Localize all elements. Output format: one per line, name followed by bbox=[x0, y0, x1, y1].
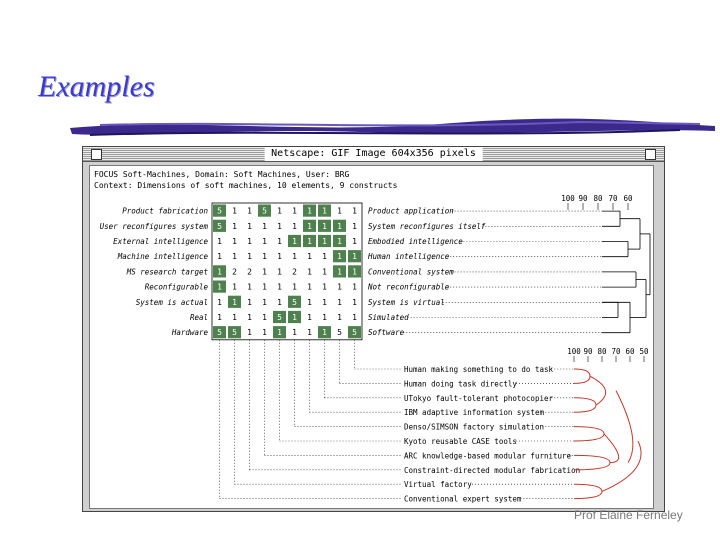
grid-cell-value: 1 bbox=[322, 297, 327, 307]
grid-cell-value: 1 bbox=[277, 237, 282, 246]
grid-cell-value: 1 bbox=[307, 313, 312, 322]
construct-scale-tick: 90 bbox=[578, 194, 588, 203]
grid-cell-value: 5 bbox=[217, 221, 222, 231]
left-pole-label: Reconfigurable bbox=[144, 282, 208, 292]
element-label: UTokyo fault-tolerant photocopier bbox=[404, 393, 554, 403]
grid-cell-value: 1 bbox=[292, 237, 297, 246]
right-pole-label: System is virtual bbox=[368, 297, 445, 307]
grid-cell-value: 1 bbox=[277, 328, 282, 338]
right-pole-label: Embodied intelligence bbox=[368, 237, 463, 246]
right-pole-label: Product application bbox=[368, 206, 454, 216]
grid-cell-value: 1 bbox=[337, 313, 342, 322]
grid-cell-value: 1 bbox=[262, 282, 267, 292]
grid-cell-value: 1 bbox=[232, 237, 237, 246]
grid-cell-value: 1 bbox=[247, 282, 252, 292]
grid-cell-value: 1 bbox=[247, 313, 252, 322]
construct-scale-tick: 80 bbox=[593, 194, 603, 203]
left-pole-label: Product fabrication bbox=[122, 206, 208, 216]
grid-cell-value: 1 bbox=[232, 252, 237, 262]
grid-cell-value: 1 bbox=[292, 252, 297, 262]
grid-cell-value: 1 bbox=[292, 328, 297, 338]
grid-cell-value: 1 bbox=[262, 297, 267, 307]
element-label: Virtual factory bbox=[404, 480, 472, 490]
grid-header-line: FOCUS Soft-Machines, Domain: Soft Machines, User: BRG bbox=[94, 170, 350, 179]
grid-cell-value: 1 bbox=[217, 282, 222, 292]
grid-cell-value: 1 bbox=[352, 297, 357, 307]
grid-cell-value: 5 bbox=[292, 297, 297, 307]
element-scale-tick: 50 bbox=[639, 347, 649, 356]
grid-cell-value: 1 bbox=[217, 297, 222, 307]
grid-cell-value: 5 bbox=[232, 328, 237, 338]
grid-cell-value: 5 bbox=[337, 328, 342, 338]
grid-cell-value: 1 bbox=[247, 297, 252, 307]
element-dendrogram-branch bbox=[616, 391, 633, 463]
grid-cell-value: 1 bbox=[352, 252, 357, 262]
grid-cell-value: 1 bbox=[217, 267, 222, 277]
element-label: IBM adaptive information system bbox=[404, 408, 544, 418]
footer-credit: Prof Elaine Ferneley bbox=[574, 508, 683, 522]
grid-cell-value: 1 bbox=[352, 206, 357, 216]
grid-cell-value: 1 bbox=[217, 313, 222, 322]
grid-cell-value: 1 bbox=[322, 221, 327, 231]
grid-cell-value: 2 bbox=[292, 267, 297, 277]
grid-cell-value: 1 bbox=[337, 252, 342, 262]
right-pole-label: System reconfigures itself bbox=[368, 221, 486, 231]
grid-cell-value: 1 bbox=[292, 282, 297, 292]
grid-cell-value: 1 bbox=[337, 297, 342, 307]
grid-cell-value: 1 bbox=[322, 206, 327, 216]
grid-cell-value: 1 bbox=[307, 328, 312, 338]
grid-cell-value: 1 bbox=[322, 282, 327, 292]
slide-title: Examples bbox=[38, 70, 155, 103]
grid-cell-value: 1 bbox=[247, 237, 252, 246]
grid-cell-value: 5 bbox=[262, 206, 267, 216]
grid-cell-value: 1 bbox=[247, 252, 252, 262]
brush-stroke-divider bbox=[60, 116, 720, 140]
grid-cell-value: 1 bbox=[307, 206, 312, 216]
grid-cell-value: 1 bbox=[322, 237, 327, 246]
grid-cell-value: 1 bbox=[277, 206, 282, 216]
grid-cell-value: 1 bbox=[292, 206, 297, 216]
grid-cell-value: 1 bbox=[307, 252, 312, 262]
grid-cell-value: 1 bbox=[232, 221, 237, 231]
left-pole-label: Hardware bbox=[171, 328, 208, 338]
grid-cell-value: 1 bbox=[352, 282, 357, 292]
grid-cell-value: 1 bbox=[352, 313, 357, 322]
close-box-icon[interactable] bbox=[91, 149, 102, 160]
grid-cell-value: 1 bbox=[322, 267, 327, 277]
construct-scale-tick: 100 bbox=[561, 194, 575, 203]
grid-cell-value: 1 bbox=[337, 221, 342, 231]
grid-cell-value: 1 bbox=[352, 267, 357, 277]
repertory-grid-image bbox=[89, 165, 654, 509]
grid-cell-value: 5 bbox=[217, 206, 222, 216]
grid-cell-value: 1 bbox=[232, 297, 237, 307]
grid-cell-value: 1 bbox=[337, 267, 342, 277]
grid-cell-value: 1 bbox=[277, 297, 282, 307]
right-pole-label: Conventional system bbox=[368, 267, 454, 277]
grid-cell-value: 1 bbox=[262, 252, 267, 262]
left-pole-label: External intelligence bbox=[113, 237, 208, 246]
focus-grid-diagram bbox=[90, 166, 653, 508]
grid-cell-value: 2 bbox=[247, 267, 252, 277]
element-dendrogram-branch bbox=[574, 484, 602, 498]
construct-scale-tick: 60 bbox=[623, 194, 633, 203]
element-dendrogram-branch bbox=[574, 369, 590, 383]
grid-cell-value: 1 bbox=[247, 221, 252, 231]
grid-cell-value: 1 bbox=[307, 221, 312, 231]
element-label: Constraint-directed modular fabrication bbox=[404, 465, 581, 475]
element-label: ARC knowledge-based modular furniture bbox=[404, 451, 572, 461]
grid-cell-value: 1 bbox=[307, 267, 312, 277]
element-scale-tick: 60 bbox=[625, 347, 635, 356]
grid-cell-value: 1 bbox=[262, 267, 267, 277]
left-pole-label: System is actual bbox=[135, 297, 208, 307]
grid-cell-value: 1 bbox=[247, 328, 252, 338]
right-pole-label: Software bbox=[368, 328, 405, 338]
element-label: Kyoto reusable CASE tools bbox=[404, 437, 517, 446]
grid-cell-value: 5 bbox=[352, 328, 357, 338]
grid-cell-value: 1 bbox=[217, 237, 222, 246]
element-dendrogram-branch bbox=[574, 427, 604, 441]
grid-cell-value: 1 bbox=[262, 237, 267, 246]
grid-cell-value: 1 bbox=[292, 221, 297, 231]
window-title: Netscape: GIF Image 604x356 pixels bbox=[264, 147, 483, 161]
element-dendrogram-branch bbox=[602, 441, 641, 491]
grid-header-line: Context: Dimensions of soft machines, 10 elements, 9 constructs bbox=[94, 181, 398, 190]
grid-cell-value: 1 bbox=[277, 252, 282, 262]
grid-cell-value: 1 bbox=[277, 282, 282, 292]
grid-cell-value: 1 bbox=[262, 313, 267, 322]
grid-cell-value: 1 bbox=[337, 237, 342, 246]
grid-cell-value: 2 bbox=[232, 267, 237, 277]
element-scale-tick: 100 bbox=[567, 347, 581, 356]
grid-cell-value: 1 bbox=[322, 313, 327, 322]
element-scale-tick: 90 bbox=[583, 347, 593, 356]
window-titlebar[interactable] bbox=[83, 147, 664, 162]
element-label: Denso/SIMSON factory simulation bbox=[404, 422, 544, 432]
grid-cell-value: 1 bbox=[307, 297, 312, 307]
grid-cell-value: 1 bbox=[232, 282, 237, 292]
grid-cell-value: 1 bbox=[322, 252, 327, 262]
construct-scale-tick: 70 bbox=[608, 194, 618, 203]
grid-cell-value: 1 bbox=[352, 237, 357, 246]
element-label: Human doing task directly bbox=[404, 379, 517, 389]
element-scale-tick: 70 bbox=[611, 347, 621, 356]
grid-cell-value: 1 bbox=[262, 221, 267, 231]
grid-cell-value: 1 bbox=[277, 221, 282, 231]
left-pole-label: User reconfigures system bbox=[99, 221, 208, 231]
grid-cell-value: 1 bbox=[292, 313, 297, 322]
zoom-box-icon[interactable] bbox=[645, 149, 656, 160]
grid-cell-value: 1 bbox=[232, 313, 237, 322]
netscape-window[interactable] bbox=[82, 146, 665, 512]
grid-cell-value: 1 bbox=[322, 328, 327, 338]
grid-cell-value: 1 bbox=[277, 267, 282, 277]
element-scale-tick: 80 bbox=[597, 347, 607, 356]
right-pole-label: Simulated bbox=[368, 313, 409, 322]
grid-cell-value: 1 bbox=[337, 282, 342, 292]
left-pole-label: Machine intelligence bbox=[117, 252, 208, 262]
grid-cell-value: 1 bbox=[337, 206, 342, 216]
element-label: Conventional expert system bbox=[404, 494, 522, 504]
right-pole-label: Human intelligence bbox=[368, 252, 450, 262]
grid-cell-value: 1 bbox=[262, 328, 267, 338]
element-dendrogram-branch bbox=[574, 398, 596, 412]
grid-cell-value: 5 bbox=[217, 328, 222, 338]
grid-cell-value: 1 bbox=[217, 252, 222, 262]
grid-cell-value: 1 bbox=[352, 221, 357, 231]
grid-cell-value: 1 bbox=[232, 206, 237, 216]
right-pole-label: Not reconfigurable bbox=[368, 282, 450, 292]
grid-cell-value: 1 bbox=[247, 206, 252, 216]
left-pole-label: MS research target bbox=[126, 267, 208, 277]
grid-cell-value: 5 bbox=[277, 313, 282, 322]
grid-cell-value: 1 bbox=[307, 237, 312, 246]
grid-cell-value: 1 bbox=[307, 282, 312, 292]
element-label: Human making something to do task bbox=[404, 365, 554, 374]
left-pole-label: Real bbox=[189, 313, 208, 322]
